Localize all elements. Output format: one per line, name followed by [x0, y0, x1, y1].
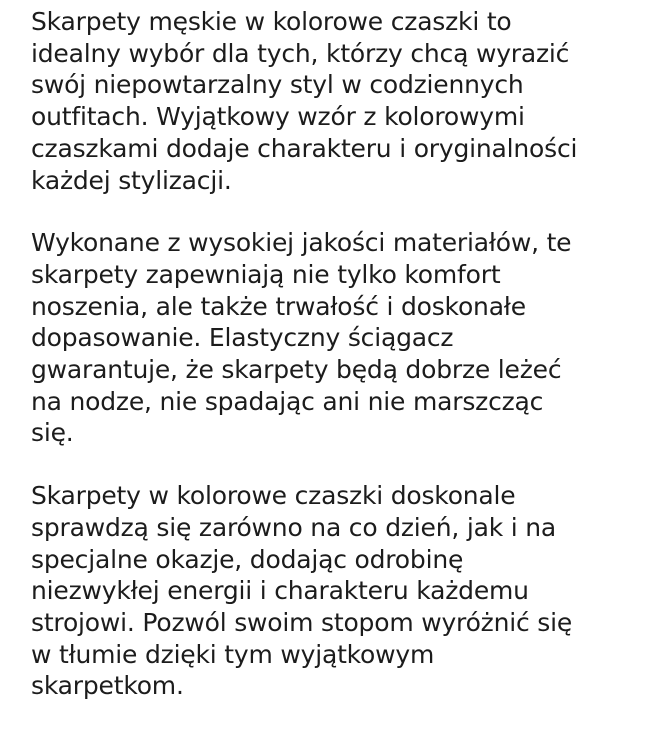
text-line: Skarpety męskie w kolorowe czaszki to: [31, 7, 512, 36]
text-line: skarpetkom.: [31, 671, 184, 701]
text-line: czaszkami dodaje charakteru i oryginalności: [31, 133, 578, 163]
text-line: w tłumie dzięki tym wyjątkowym: [31, 639, 435, 669]
text-line: Wykonane z wysokiej jakości materiałów, te: [31, 228, 572, 258]
text-line: Skarpety w kolorowe czaszki doskonale: [31, 481, 516, 511]
text-line: swój niepowtarzalny styl w codziennych: [31, 70, 524, 100]
text-line: noszenia, ale także trwałość i doskonałe: [31, 291, 526, 321]
paragraph-1: [31, 6, 651, 196]
paragraph-2: [31, 227, 651, 449]
text-line: każdej stylizacji.: [31, 165, 232, 195]
product-description: [31, 6, 651, 702]
text-line: sprawdzą się zarówno na co dzień, jak i na: [31, 512, 556, 542]
text-line: idealny wybór dla tych, którzy chcą wyrazić: [31, 38, 570, 68]
text-line: na nodze, nie spadając ani nie marszcząc: [31, 386, 544, 416]
text-line: outfitach. Wyjątkowy wzór z kolorowymi: [31, 102, 525, 132]
text-line: skarpety zapewniają nie tylko komfort: [31, 259, 501, 289]
text-line: specjalne okazje, dodając odrobinę: [31, 544, 464, 574]
text-line: dopasowanie. Elastyczny ściągacz: [31, 323, 454, 353]
text-line: niezwykłej energii i charakteru każdemu: [31, 576, 529, 606]
text-line: gwarantuje, że skarpety będą dobrze leżeć: [31, 355, 562, 385]
text-line: się.: [31, 418, 74, 448]
paragraph-3: [31, 480, 651, 702]
text-line: strojowi. Pozwól swoim stopom wyróżnić się: [31, 607, 573, 637]
